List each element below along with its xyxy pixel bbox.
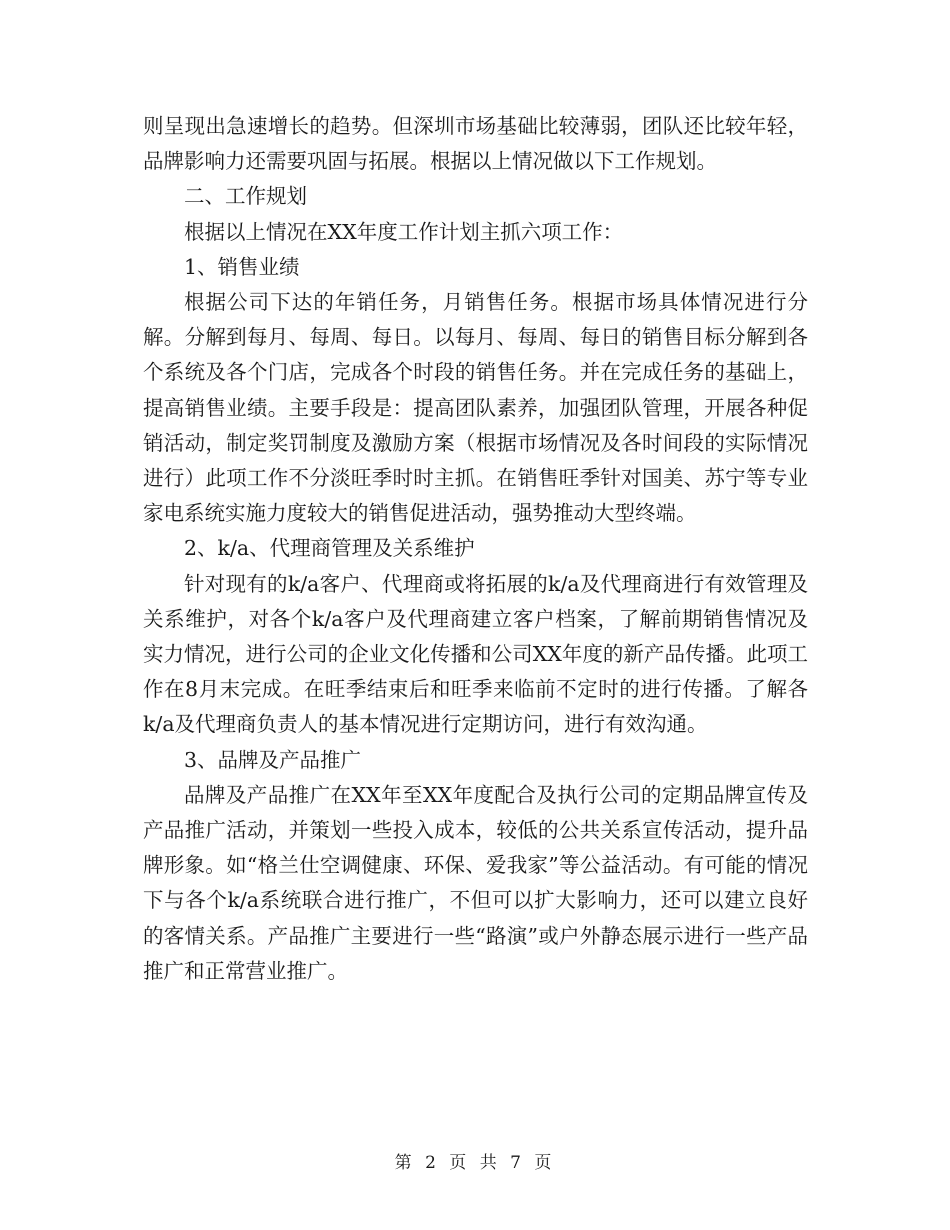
paragraph-intro: 则呈现出急速增长的趋势。但深圳市场基础比较薄弱，团队还比较年轻，品牌影响力还需要巩固与拓展。根据以上情况做以下工作规划。 bbox=[143, 114, 808, 174]
heading-brand-promotion: 3、品牌及产品推广 bbox=[184, 747, 362, 772]
heading-ka-agent-management: 2、k/a、代理商管理及关系维护 bbox=[184, 536, 475, 561]
paragraph-sales-performance: 根据公司下达的年销任务，月销售任务。根据市场具体情况进行分解。分解到每月、每周、每日。以每月、每周、每日的销售目标分解到各个系统及各个门店，完成各个时段的销售任务。并在完成任务的基础上，提高销售业绩。主要手段是：提高团队素养，加强团队管理，开展各种促销活动，制定奖罚制度及激励方案（根据市场情况及各时间段的实际情况进行）此项工作不分淡旺季时时主抓。在销售旺季针对国美、苏宁等专业家电系统实施力度较大的销售促进活动，强势推动大型终端。 bbox=[143, 290, 808, 526]
heading-sales-performance: 1、销售业绩 bbox=[184, 254, 300, 279]
document-body bbox=[143, 109, 808, 989]
paragraph-brand-promotion: 品牌及产品推广在XX年至XX年度配合及执行公司的定期品牌宣传及产品推广活动，并策划一些投入成本，较低的公共关系宣传活动，提升品牌形象。如“格兰仕空调健康、环保、爱我家”等公益活动。有可能的情况下与各个k/a系统联合进行推广，不但可以扩大影响力，还可以建立良好的客情关系。产品推广主要进行一些“路演”或户外静态展示进行一些产品推广和正常营业推广。 bbox=[143, 782, 808, 983]
heading-work-plan: 二、工作规划 bbox=[184, 184, 307, 209]
page-footer: 第 2 页 共 7 页 bbox=[394, 1153, 556, 1173]
paragraph-six-tasks: 根据以上情况在XX年度工作计划主抓六项工作： bbox=[184, 219, 624, 244]
paragraph-ka-agent-management: 针对现有的k/a客户、代理商或将拓展的k/a及代理商进行有效管理及关系维护，对各个k/a客户及代理商建立客户档案，了解前期销售情况及实力情况，进行公司的企业文化传播和公司XX年度的新产品传播。此项工作在8月末完成。在旺季结束后和旺季来临前不定时的进行传播。了解各k/a及代理商负责人的基本情况进行定期访问，进行有效沟通。 bbox=[143, 571, 808, 737]
